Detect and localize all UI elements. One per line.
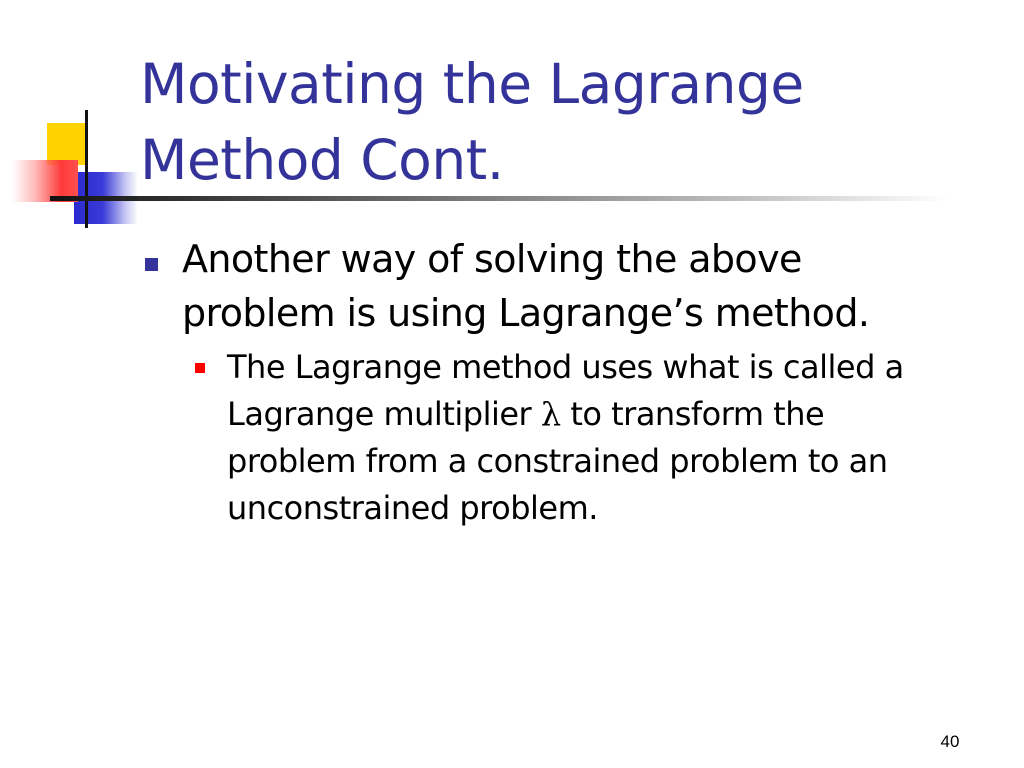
bullet-item-level2 [182, 344, 1010, 532]
bullet-line: The Lagrange method uses what is called a [227, 348, 904, 386]
bullet-line: unconstrained problem. [227, 489, 598, 527]
slide-title [140, 46, 980, 198]
title-line-1: Motivating the Lagrange [140, 52, 804, 116]
slide-body [140, 232, 1010, 532]
bullet-line: Another way of solving the above [182, 237, 802, 281]
bullet-item-level1 [140, 232, 1010, 340]
bullet-line: problem is using Lagrange’s method. [182, 291, 870, 335]
decorative-logo [0, 0, 160, 240]
yellow-square-decoration [47, 123, 85, 165]
text-run: to transform the [560, 395, 825, 433]
vertical-line-decoration [85, 110, 88, 228]
square-bullet-icon [145, 258, 158, 271]
bullet-line: problem from a constrained problem to an [227, 442, 888, 480]
lambda-symbol: λ [540, 395, 561, 433]
title-line-2: Method Cont. [140, 128, 504, 192]
page-number: 40 [940, 732, 960, 751]
text-run: Lagrange multiplier [227, 395, 541, 433]
square-bullet-icon [195, 363, 205, 373]
bullet-line [227, 391, 1010, 438]
